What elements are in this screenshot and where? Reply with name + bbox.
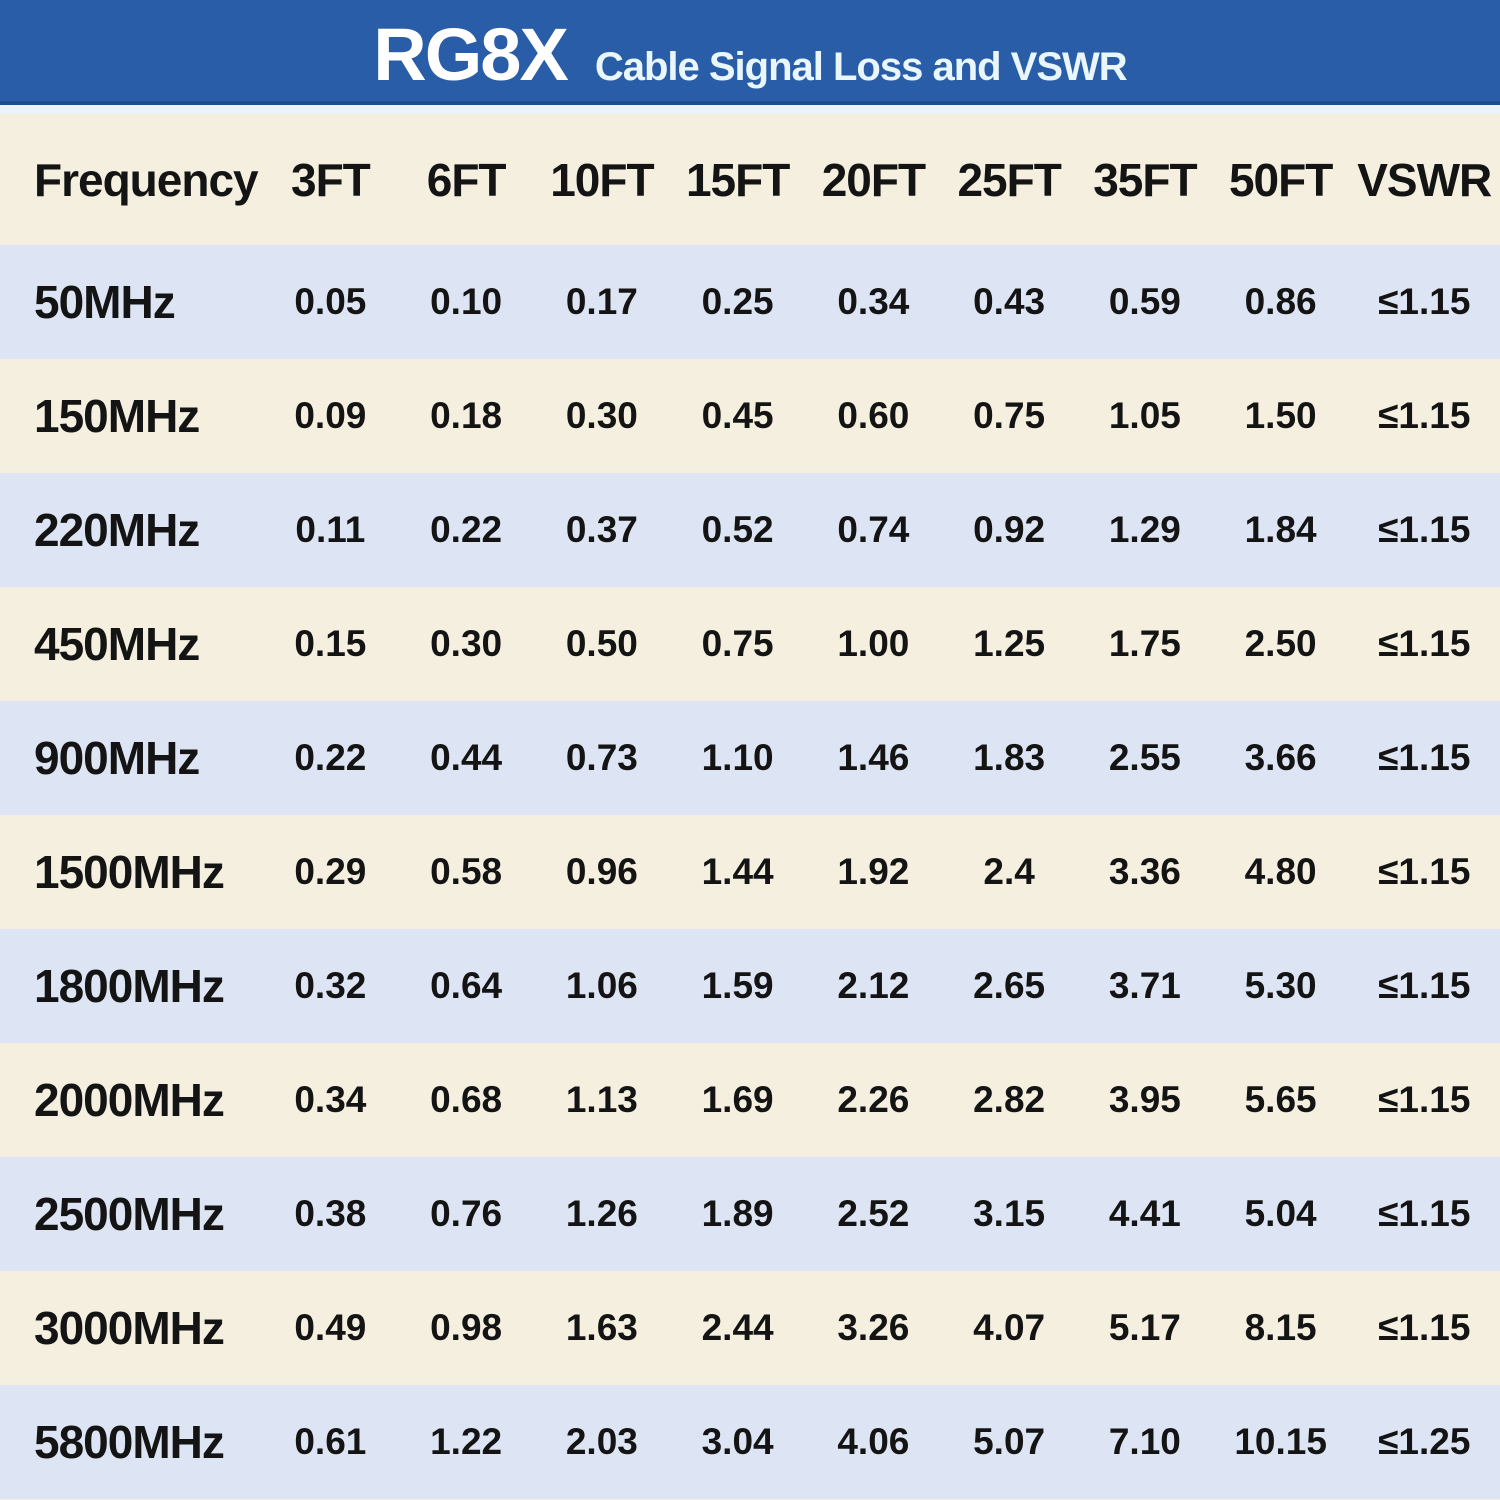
cell-value: ≤1.15 bbox=[1378, 509, 1471, 550]
cell-value: 0.29 bbox=[294, 851, 367, 892]
col-header-3ft: 3FT bbox=[263, 114, 399, 245]
table-body bbox=[0, 245, 1500, 1499]
cell-value: 1.75 bbox=[1108, 623, 1181, 664]
cell-value: 2.12 bbox=[837, 965, 910, 1006]
cell-value: ≤1.25 bbox=[1378, 1421, 1471, 1462]
cell-value: 0.92 bbox=[973, 509, 1046, 550]
cell-value: 2.44 bbox=[701, 1307, 774, 1348]
cell-value: 1.00 bbox=[837, 623, 910, 664]
row-label-frequency: 3000MHz bbox=[34, 1302, 224, 1354]
table-row bbox=[0, 1385, 1500, 1499]
cell-value: 1.22 bbox=[430, 1421, 503, 1462]
product-title: RG8X bbox=[373, 13, 567, 96]
cell-value: 1.63 bbox=[565, 1307, 638, 1348]
cell-value: 0.61 bbox=[294, 1421, 367, 1462]
cell-value: ≤1.15 bbox=[1378, 965, 1471, 1006]
cell-value: 0.76 bbox=[430, 1193, 503, 1234]
cell-value: 0.34 bbox=[837, 281, 910, 322]
cell-value: 0.98 bbox=[430, 1307, 503, 1348]
cell-value: ≤1.15 bbox=[1378, 281, 1471, 322]
cell-value: 2.82 bbox=[973, 1079, 1046, 1120]
cell-value: 2.52 bbox=[837, 1193, 910, 1234]
cell-value: 0.75 bbox=[973, 395, 1046, 436]
cell-value: 0.73 bbox=[565, 737, 638, 778]
cell-value: 5.17 bbox=[1108, 1307, 1181, 1348]
cell-value: 3.15 bbox=[973, 1193, 1046, 1234]
cell-value: 0.22 bbox=[294, 737, 367, 778]
cell-value: 1.89 bbox=[701, 1193, 774, 1234]
col-header-20ft: 20FT bbox=[806, 114, 942, 245]
cell-value: 5.04 bbox=[1244, 1193, 1317, 1234]
cell-value: 10.15 bbox=[1234, 1421, 1327, 1462]
cell-value: 1.25 bbox=[973, 623, 1046, 664]
table-row bbox=[0, 929, 1500, 1043]
row-label-frequency: 2000MHz bbox=[34, 1074, 224, 1126]
row-label-frequency: 2500MHz bbox=[34, 1188, 224, 1240]
cell-value: 1.05 bbox=[1108, 395, 1181, 436]
cell-value: 1.44 bbox=[701, 851, 774, 892]
cell-value: ≤1.15 bbox=[1378, 1193, 1471, 1234]
cell-value: ≤1.15 bbox=[1378, 1079, 1471, 1120]
cell-value: 0.15 bbox=[294, 623, 367, 664]
col-header-10ft: 10FT bbox=[534, 114, 670, 245]
cell-value: 0.60 bbox=[837, 395, 910, 436]
cell-value: 0.68 bbox=[430, 1079, 503, 1120]
col-header-25ft: 25FT bbox=[941, 114, 1077, 245]
cell-value: 4.41 bbox=[1108, 1193, 1181, 1234]
cell-value: 0.25 bbox=[701, 281, 774, 322]
cell-value: 1.13 bbox=[565, 1079, 638, 1120]
cell-value: 0.59 bbox=[1108, 281, 1181, 322]
cell-value: ≤1.15 bbox=[1378, 737, 1471, 778]
cell-value: 0.58 bbox=[430, 851, 503, 892]
table-row bbox=[0, 359, 1500, 473]
cell-value: 3.66 bbox=[1244, 737, 1317, 778]
cell-value: 2.55 bbox=[1108, 737, 1181, 778]
cell-value: 0.50 bbox=[565, 623, 638, 664]
cell-value: 1.06 bbox=[565, 965, 638, 1006]
row-label-frequency: 1500MHz bbox=[34, 846, 224, 898]
table-row bbox=[0, 473, 1500, 587]
cell-value: 2.03 bbox=[565, 1421, 638, 1462]
cell-value: 3.71 bbox=[1108, 965, 1181, 1006]
cell-value: 1.26 bbox=[565, 1193, 638, 1234]
cell-value: 0.37 bbox=[565, 509, 638, 550]
row-label-frequency: 450MHz bbox=[34, 618, 200, 670]
cell-value: 4.80 bbox=[1244, 851, 1317, 892]
cell-value: 0.09 bbox=[294, 395, 367, 436]
cell-value: 0.18 bbox=[430, 395, 503, 436]
row-label-frequency: 50MHz bbox=[34, 276, 175, 328]
cell-value: 5.07 bbox=[973, 1421, 1046, 1462]
cell-value: 3.26 bbox=[837, 1307, 910, 1348]
row-label-frequency: 5800MHz bbox=[34, 1416, 224, 1468]
cell-value: 4.07 bbox=[973, 1307, 1046, 1348]
row-label-frequency: 1800MHz bbox=[34, 960, 224, 1012]
cell-value: 3.04 bbox=[701, 1421, 774, 1462]
cell-value: 0.11 bbox=[295, 509, 366, 550]
banner-subtitle: Cable Signal Loss and VSWR bbox=[594, 45, 1127, 89]
cell-value: 2.50 bbox=[1244, 623, 1317, 664]
signal-loss-table bbox=[0, 114, 1500, 1499]
cell-value: 0.10 bbox=[430, 281, 503, 322]
table-row bbox=[0, 587, 1500, 701]
table-header bbox=[0, 114, 1500, 245]
row-label-frequency: 220MHz bbox=[34, 504, 200, 556]
cell-value: ≤1.15 bbox=[1378, 623, 1471, 664]
row-label-frequency: 900MHz bbox=[34, 732, 200, 784]
cell-value: 2.4 bbox=[983, 851, 1035, 892]
cell-value: 1.92 bbox=[837, 851, 910, 892]
cell-value: 1.84 bbox=[1244, 509, 1317, 550]
cell-value: 3.95 bbox=[1108, 1079, 1181, 1120]
cell-value: 0.52 bbox=[701, 509, 774, 550]
banner-underline bbox=[0, 105, 1500, 114]
title-banner bbox=[0, 0, 1500, 105]
cell-value: 0.64 bbox=[430, 965, 503, 1006]
cell-value: 0.96 bbox=[565, 851, 638, 892]
cell-value: 8.15 bbox=[1244, 1307, 1317, 1348]
cell-value: 1.59 bbox=[701, 965, 774, 1006]
cell-value: ≤1.15 bbox=[1378, 851, 1471, 892]
cell-value: 0.30 bbox=[430, 623, 503, 664]
cell-value: 0.45 bbox=[701, 395, 774, 436]
col-header-15ft: 15FT bbox=[670, 114, 806, 245]
table-row bbox=[0, 701, 1500, 815]
header-row bbox=[0, 114, 1500, 245]
table-row bbox=[0, 1157, 1500, 1271]
cell-value: 2.65 bbox=[973, 965, 1046, 1006]
cell-value: 0.74 bbox=[837, 509, 910, 550]
cell-value: 0.75 bbox=[701, 623, 774, 664]
row-label-frequency: 150MHz bbox=[34, 390, 200, 442]
col-header-frequency: Frequency bbox=[0, 114, 263, 245]
cell-value: 0.22 bbox=[430, 509, 503, 550]
cell-value: 3.36 bbox=[1108, 851, 1181, 892]
cell-value: 0.30 bbox=[565, 395, 638, 436]
cell-value: 5.65 bbox=[1244, 1079, 1317, 1120]
cell-value: 0.49 bbox=[294, 1307, 367, 1348]
cell-value: 0.86 bbox=[1244, 281, 1317, 322]
col-header-vswr: VSWR bbox=[1349, 114, 1500, 245]
cell-value: 7.10 bbox=[1108, 1421, 1181, 1462]
cell-value: 0.44 bbox=[430, 737, 503, 778]
col-header-50ft: 50FT bbox=[1213, 114, 1349, 245]
cell-value: 4.06 bbox=[837, 1421, 910, 1462]
cell-value: 2.26 bbox=[837, 1079, 910, 1120]
table-row bbox=[0, 1043, 1500, 1157]
table-row bbox=[0, 815, 1500, 929]
table-row bbox=[0, 1271, 1500, 1385]
cell-value: 1.46 bbox=[837, 737, 910, 778]
cell-value: 5.30 bbox=[1244, 965, 1317, 1006]
cell-value: 0.05 bbox=[294, 281, 367, 322]
cell-value: 1.10 bbox=[701, 737, 774, 778]
cell-value: 0.43 bbox=[973, 281, 1046, 322]
table-row bbox=[0, 245, 1500, 359]
cell-value: 1.29 bbox=[1108, 509, 1181, 550]
cell-value: 0.17 bbox=[565, 281, 638, 322]
cell-value: 0.32 bbox=[294, 965, 367, 1006]
col-header-6ft: 6FT bbox=[398, 114, 534, 245]
cell-value: ≤1.15 bbox=[1378, 395, 1471, 436]
cell-value: ≤1.15 bbox=[1378, 1307, 1471, 1348]
cell-value: 1.69 bbox=[701, 1079, 774, 1120]
cell-value: 0.38 bbox=[294, 1193, 367, 1234]
cell-value: 0.34 bbox=[294, 1079, 367, 1120]
cell-value: 1.50 bbox=[1244, 395, 1317, 436]
cell-value: 1.83 bbox=[973, 737, 1046, 778]
col-header-35ft: 35FT bbox=[1077, 114, 1213, 245]
